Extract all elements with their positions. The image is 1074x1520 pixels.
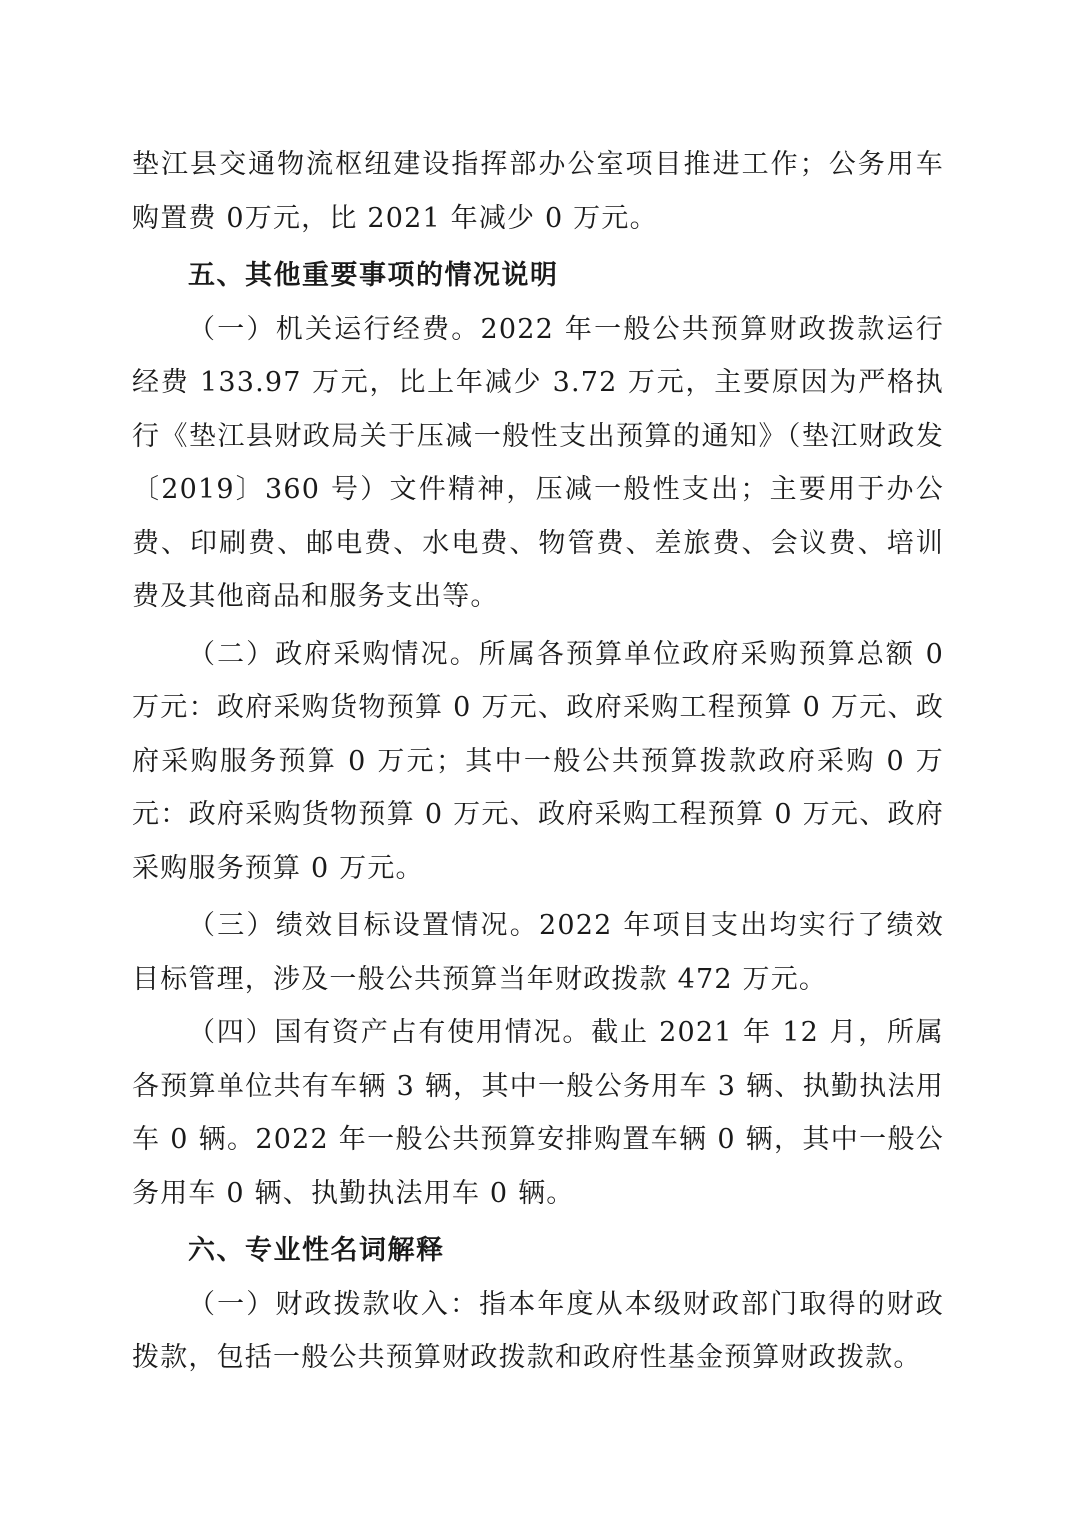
section-heading-terminology: 六、专业性名词解释 — [188, 1235, 445, 1266]
paragraph-government-procurement: （二）政府采购情况。所属各预算单位政府采购预算总额 0万元：政府采购货物预算 0 万元、政府采购工程预算 0 万元、政府采购服务预算 0 万元；其中一般公共预算拨款政府采购 0 万元：政府采购货物预算 0 万元、政府采购工程预算 0 万元、政府采购服务预算 0 万元。 — [132, 638, 944, 884]
paragraph-fiscal-appropriation-income: （一）财政拨款收入：指本年度从本级财政部门取得的财政拨款，包括一般公共预算财政拨款和政府性基金预算财政拨款。 — [132, 1288, 944, 1373]
paragraph-continuation: 垫江县交通物流枢纽建设指挥部办公室项目推进工作；公务用车购置费 0万元，比 2021 年减少 0 万元。 — [132, 149, 944, 234]
paragraph-state-assets: （四）国有资产占有使用情况。截止 2021 年 12 月，所属各预算单位共有车辆 3 辆，其中一般公务用车 3 辆、执勤执法用车 0 辆。2022 年一般公共预算安排购置车辆 0 辆，其中一般公务用车 0 辆、执勤执法用车 0 辆。 — [132, 1017, 944, 1209]
paragraph-operating-funds: （一）机关运行经费。2022 年一般公共预算财政拨款运行经费 133.97 万元，比上年减少 3.72 万元，主要原因为严格执行《垫江县财政局关于压减一般性支出预算的通知》（垫江财政发〔2019〕360 号）文件精神，压减一般性支出；主要用于办公费、印刷费、邮电费、水电费、物管费、差旅费、会议费、培训费及其他商品和服务支出等。 — [132, 313, 944, 612]
document-body — [132, 138, 944, 1385]
paragraph-performance-targets: （三）绩效目标设置情况。2022 年项目支出均实行了绩效目标管理，涉及一般公共预算当年财政拨款 472 万元。 — [132, 910, 944, 995]
section-heading-other-matters: 五、其他重要事项的情况说明 — [188, 260, 559, 291]
